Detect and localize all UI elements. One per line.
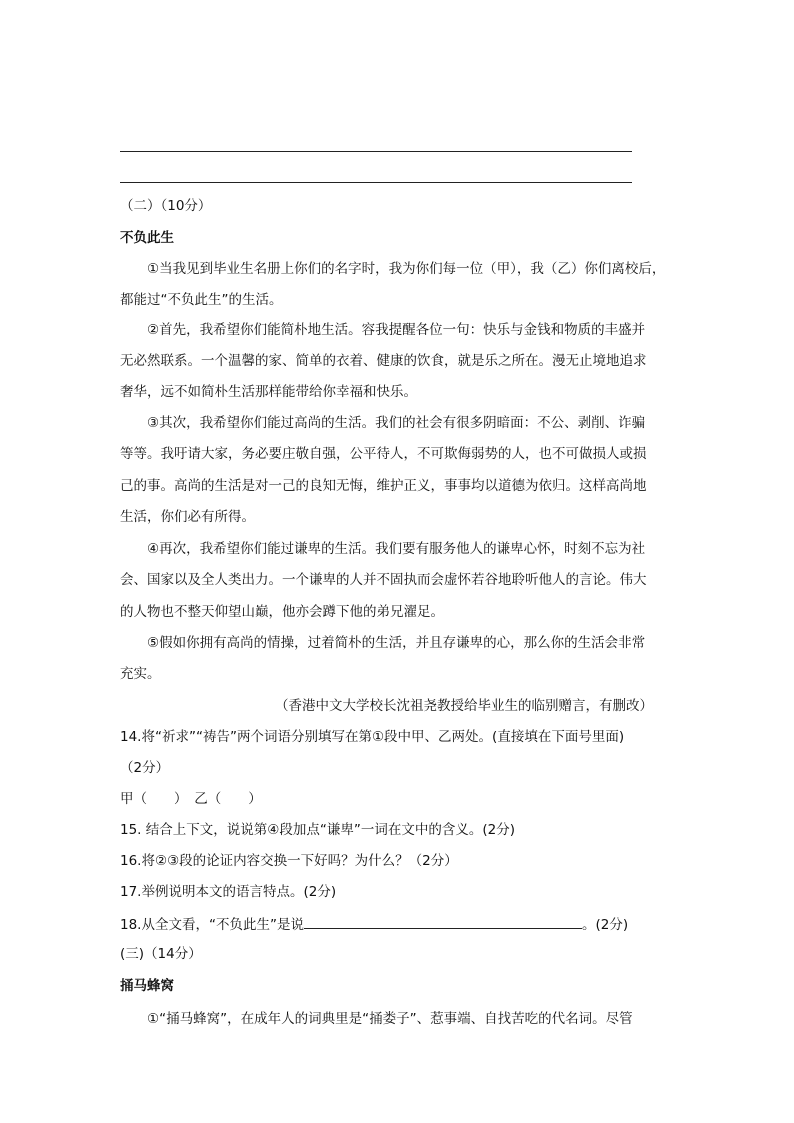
question-18-prefix: 18.从全文看，“不负此生”是说 [120, 917, 304, 933]
question-18 [120, 914, 628, 934]
question-15: 15. 结合上下文，说说第④段加点“谦卑”一词在文中的含义。(2分) [120, 822, 515, 838]
question-14-score: （2分） [120, 760, 170, 776]
paragraph-4-line-1: ④再次，我希望你们能过谦卑的生活。我们要有服务他人的谦卑心怀，时刻不忘为社 [147, 541, 646, 557]
section-3-paragraph-1: ①“捅马蜂窝”，在成年人的词典里是“捅娄子”、惹事端、自找苦吃的代名词。尽管 [147, 1011, 633, 1027]
section-2-heading: （二）（10分） [120, 198, 212, 214]
paragraph-4-line-3: 的人物也不整天仰望山巅，他亦会蹲下他的弟兄濯足。 [120, 604, 444, 620]
paragraph-3-line-2: 等等。我吁请大家，务必要庄敬自强，公平待人，不可欺侮弱势的人，也不可做损人或损 [120, 446, 647, 462]
section-3-heading: (三)（14分） [120, 946, 202, 962]
paragraph-2-line-2: 无必然联系。一个温馨的家、简单的衣着、健康的饮食，就是乐之所在。漫无止境地追求 [120, 353, 647, 369]
question-17: 17.举例说明本文的语言特点。(2分) [120, 884, 337, 900]
question-16: 16.将②③段的论证内容交换一下好吗？为什么？（2分） [120, 853, 458, 869]
section-3-title: 捅马蜂窝 [120, 978, 174, 994]
question-14-answer: 甲（ ） 乙（ ） [120, 791, 262, 807]
paragraph-5-line-2: 充实。 [120, 666, 161, 682]
paragraph-2-line-1: ②首先，我希望你们能简朴地生活。容我提醒各位一句：快乐与金钱和物质的丰盛并 [147, 322, 646, 338]
question-18-suffix: 。(2分) [581, 917, 629, 933]
answer-line-2 [120, 182, 632, 183]
paragraph-4-line-2: 会、国家以及全人类出力。一个谦卑的人并不固执而会虚怀若谷地聆听他人的言论。伟大 [120, 572, 647, 588]
answer-line-1 [120, 151, 632, 152]
paragraph-3-line-3: 己的事。高尚的生活是对一己的良知无悔，维护正义，事事均以道德为依归。这样高尚地 [120, 478, 647, 494]
paragraph-3-line-4: 生活，你们必有所得。 [120, 509, 255, 525]
paragraph-1-line-2: 都能过“不负此生”的生活。 [120, 292, 283, 308]
question-18-blank[interactable] [304, 914, 582, 929]
paragraph-5-line-1: ⑤假如你拥有高尚的情操，过着简朴的生活，并且存谦卑的心，那么你的生活会非常 [147, 635, 646, 651]
paragraph-1-line-1: ①当我见到毕业生名册上你们的名字时，我为你们每一位（甲），我（乙）你们离校后， [147, 261, 666, 277]
section-2-title: 不负此生 [120, 230, 174, 246]
paragraph-2-line-3: 奢华，远不如简朴生活那样能带给你幸福和快乐。 [120, 384, 417, 400]
source-note: （香港中文大学校长沈祖尧教授给毕业生的临别赠言，有删改） [275, 698, 653, 714]
question-14: 14.将“祈求”“祷告”两个词语分别填写在第①段中甲、乙两处。(直接填在下面号里面) [120, 729, 625, 745]
paragraph-3-line-1: ③其次，我希望你们能过高尚的生活。我们的社会有很多阴暗面：不公、剥削、诈骗 [147, 415, 646, 431]
